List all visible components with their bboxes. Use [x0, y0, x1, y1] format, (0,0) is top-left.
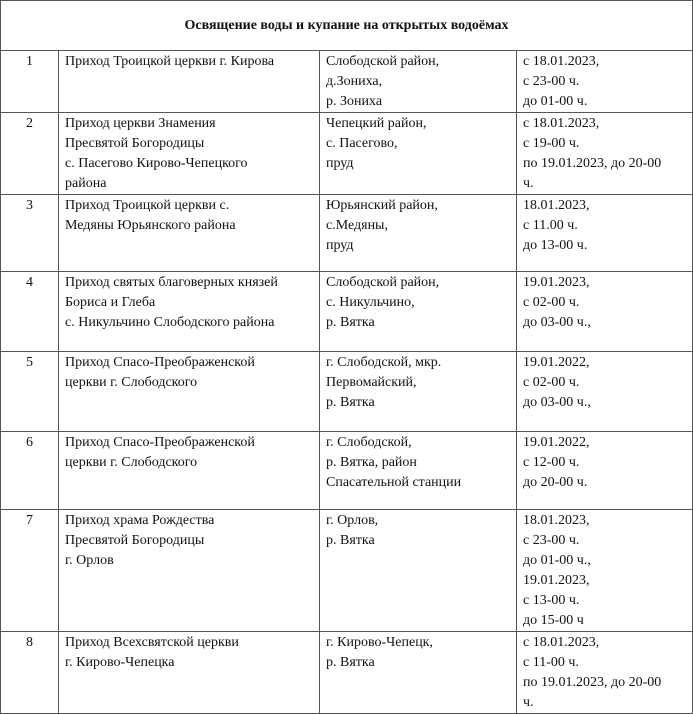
location-line: р. Вятка, район [326, 455, 417, 470]
time-line: с 11.00 ч. [523, 218, 578, 233]
location-line: Чепецкий район, [326, 116, 427, 131]
location-line: с.Медяны, [326, 218, 388, 233]
location-line: Слободской район, [326, 275, 440, 290]
schedule-body [1, 1, 693, 714]
location-line: г. Орлов, [326, 513, 379, 528]
time-line: с 11-00 ч. [523, 655, 579, 670]
parish-cell [59, 272, 320, 352]
table-row [1, 510, 693, 632]
parish-line: Приход Спасо-Преображенской [65, 435, 255, 450]
location-line: пруд [326, 156, 354, 171]
time-line: с 19-00 ч. [523, 136, 580, 151]
parish-line: Приход Троицкой церкви г. Кирова [65, 54, 275, 69]
time-cell [517, 510, 693, 632]
location-line: р. Вятка [326, 395, 375, 410]
parish-line: Пресвятой Богородицы [65, 136, 205, 151]
time-line: до 15-00 ч [523, 613, 584, 628]
location-cell [320, 432, 517, 510]
parish-line: Приход церкви Знамения [65, 116, 216, 131]
parish-cell [59, 352, 320, 432]
parish-line: церкви г. Слободского [65, 455, 198, 470]
time-line: с 18.01.2023, [523, 116, 600, 131]
parish-line: Пресвятой Богородицы [65, 533, 205, 548]
location-line: р. Зониха [326, 94, 383, 109]
location-line: р. Вятка [326, 655, 375, 670]
time-cell [517, 51, 693, 113]
time-line: с 23-00 ч. [523, 74, 580, 89]
parish-line: района [65, 176, 107, 191]
table-row [1, 352, 693, 432]
time-line: 19.01.2023, [523, 275, 590, 290]
parish-cell [59, 113, 320, 195]
time-line: ч. [523, 176, 534, 191]
location-line: пруд [326, 238, 354, 253]
parish-cell [59, 195, 320, 272]
time-line: до 03-00 ч., [523, 395, 591, 410]
location-line: г. Кирово-Чепецк, [326, 635, 433, 650]
parish-cell [59, 632, 320, 714]
time-cell [517, 632, 693, 714]
row-number: 6 [1, 432, 59, 510]
table-title: Освящение воды и купание на открытых водоёмах [1, 1, 693, 51]
row-number: 5 [1, 352, 59, 432]
time-line: 19.01.2022, [523, 435, 590, 450]
time-line: 18.01.2023, [523, 198, 590, 213]
title-row [1, 1, 693, 51]
time-line: 18.01.2023, [523, 513, 590, 528]
table-row [1, 632, 693, 714]
row-number: 8 [1, 632, 59, 714]
time-line: 19.01.2023, [523, 573, 590, 588]
time-cell [517, 195, 693, 272]
location-line: Слободской район, [326, 54, 440, 69]
time-line: до 03-00 ч., [523, 315, 591, 330]
time-line: по 19.01.2023, до 20-00 [523, 675, 662, 690]
parish-line: Бориса и Глеба [65, 295, 156, 310]
time-cell [517, 272, 693, 352]
time-line: с 18.01.2023, [523, 635, 600, 650]
parish-cell [59, 510, 320, 632]
parish-line: церкви г. Слободского [65, 375, 198, 390]
location-cell [320, 352, 517, 432]
table-row [1, 113, 693, 195]
parish-line: с. Никульчино Слободского района [65, 315, 275, 330]
parish-line: с. Пасегово Кирово-Чепецкого [65, 156, 248, 171]
location-cell [320, 51, 517, 113]
parish-line: Приход храма Рождества [65, 513, 215, 528]
location-cell [320, 632, 517, 714]
parish-line: г. Орлов [65, 553, 114, 568]
location-line: с. Пасегово, [326, 136, 398, 151]
parish-line: Приход Спасо-Преображенской [65, 355, 255, 370]
location-cell [320, 510, 517, 632]
table-row [1, 51, 693, 113]
time-cell [517, 113, 693, 195]
time-line: с 02-00 ч. [523, 295, 580, 310]
row-number: 1 [1, 51, 59, 113]
location-line: Юрьянский район, [326, 198, 438, 213]
location-line: Первомайский, [326, 375, 417, 390]
table-row [1, 432, 693, 510]
parish-line: Приход Всехсвятской церкви [65, 635, 239, 650]
time-line: до 01-00 ч. [523, 94, 588, 109]
location-cell [320, 272, 517, 352]
row-number: 2 [1, 113, 59, 195]
parish-line: г. Кирово-Чепецка [65, 655, 175, 670]
location-cell [320, 113, 517, 195]
location-line: р. Вятка [326, 315, 375, 330]
row-number: 3 [1, 195, 59, 272]
table-row [1, 272, 693, 352]
time-line: до 20-00 ч. [523, 475, 588, 490]
time-line: по 19.01.2023, до 20-00 [523, 156, 662, 171]
time-line: до 01-00 ч., [523, 553, 591, 568]
parish-line: Приход святых благоверных князей [65, 275, 278, 290]
time-line: с 13-00 ч. [523, 593, 580, 608]
location-cell [320, 195, 517, 272]
parish-line: Приход Троицкой церкви с. [65, 198, 230, 213]
time-line: с 18.01.2023, [523, 54, 600, 69]
time-cell [517, 432, 693, 510]
time-cell [517, 352, 693, 432]
row-number: 7 [1, 510, 59, 632]
parish-cell [59, 432, 320, 510]
time-line: с 12-00 ч. [523, 455, 580, 470]
time-line: ч. [523, 695, 534, 710]
time-line: 19.01.2022, [523, 355, 590, 370]
location-line: Спасательной станции [326, 475, 462, 490]
row-number: 4 [1, 272, 59, 352]
parish-cell [59, 51, 320, 113]
location-line: с. Никульчино, [326, 295, 415, 310]
location-line: г. Слободской, [326, 435, 412, 450]
location-line: р. Вятка [326, 533, 375, 548]
parish-line: Медяны Юрьянского района [65, 218, 236, 233]
location-line: д.Зониха, [326, 74, 383, 89]
time-line: с 23-00 ч. [523, 533, 580, 548]
time-line: до 13-00 ч. [523, 238, 588, 253]
time-line: с 02-00 ч. [523, 375, 580, 390]
table-row [1, 195, 693, 272]
location-line: г. Слободской, мкр. [326, 355, 442, 370]
